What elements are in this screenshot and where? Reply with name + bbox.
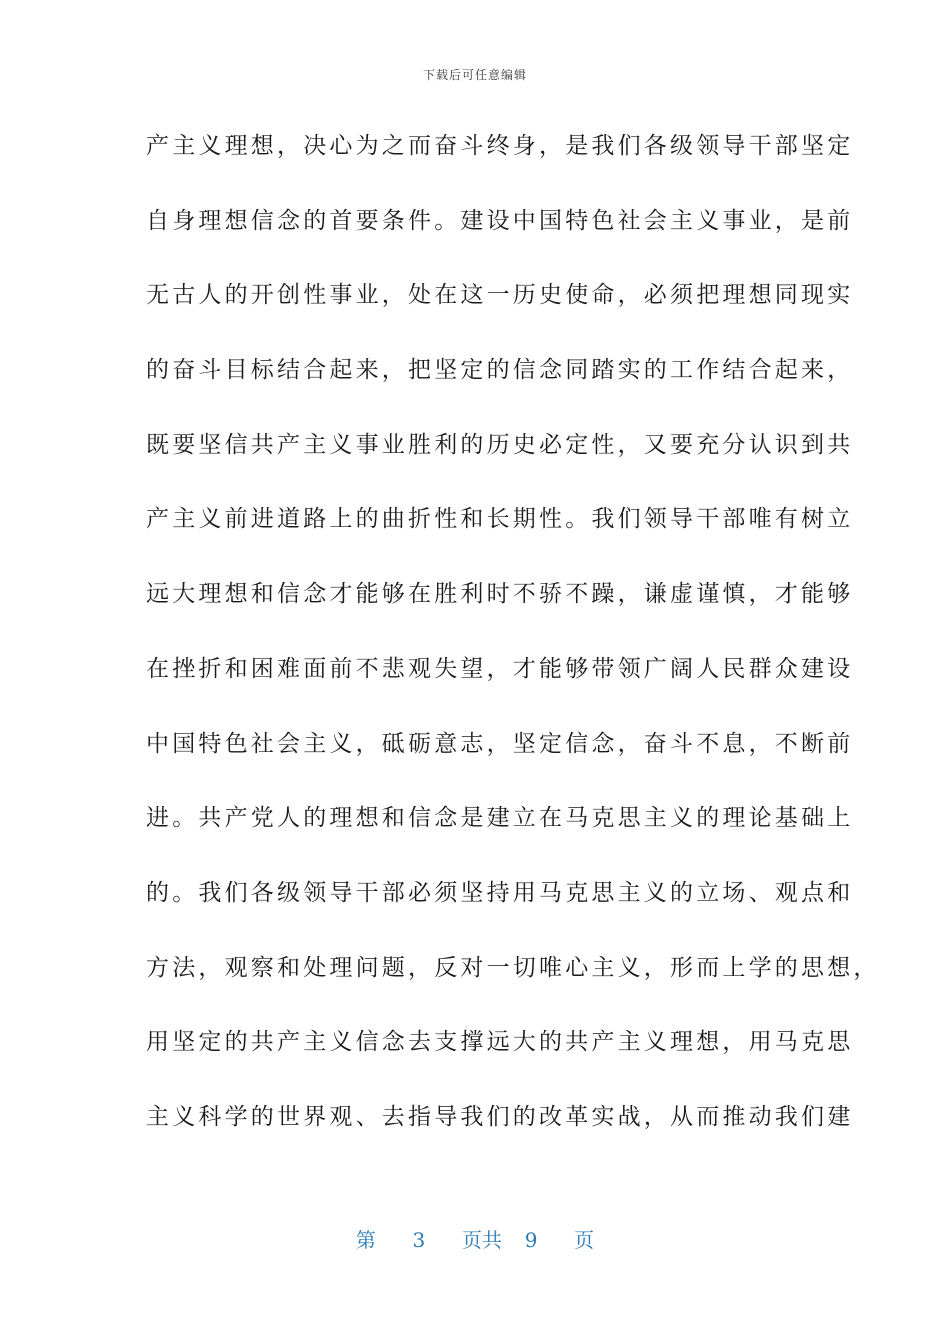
body-line: 主义科学的世界观、去指导我们的改革实战，从而推动我们建	[146, 1103, 854, 1130]
page-total: 9	[524, 1228, 538, 1252]
page-prefix: 第	[355, 1228, 376, 1252]
body-line: 的。我们各级领导干部必须坚持用马克思主义的立场、观点和	[146, 879, 854, 906]
body-line: 既要坚信共产主义事业胜利的历史必定性，又要充分认识到共	[146, 431, 854, 458]
body-line: 中国特色社会主义，砥砺意志，坚定信念，奋斗不息，不断前	[146, 730, 854, 757]
body-line: 进。共产党人的理想和信念是建立在马克思主义的理论基础上	[146, 805, 854, 832]
page-number-footer	[0, 1224, 950, 1253]
body-line: 产主义理想，决心为之而奋斗终身，是我们各级领导干部坚定	[146, 133, 854, 159]
body-line: 在挫折和困难面前不悲观失望，才能够带领广阔人民群众建设	[146, 655, 854, 682]
body-line: 用坚定的共产主义信念去支撑远大的共产主义理想，用马克思	[146, 1029, 854, 1056]
body-line: 无古人的开创性事业，处在这一历史使命，必须把理想同现实	[146, 282, 854, 309]
body-line: 远大理想和信念才能够在胜利时不骄不躁，谦虚谨慎，才能够	[146, 581, 854, 608]
page-suffix: 页	[574, 1228, 595, 1252]
body-line: 自身理想信念的首要条件。建设中国特色社会主义事业，是前	[146, 207, 854, 234]
body-line: 方法，观察和处理问题，反对一切唯心主义，形而上学的思想，	[146, 954, 880, 981]
body-line: 产主义前进道路上的曲折性和长期性。我们领导干部唯有树立	[146, 506, 854, 533]
header-note: 下载后可任意编辑	[422, 68, 527, 82]
document-body	[146, 122, 880, 1168]
page-current: 3	[412, 1228, 426, 1252]
body-line: 的奋斗目标结合起来，把坚定的信念同踏实的工作结合起来，	[146, 357, 854, 384]
page-mid: 页共	[462, 1228, 502, 1252]
